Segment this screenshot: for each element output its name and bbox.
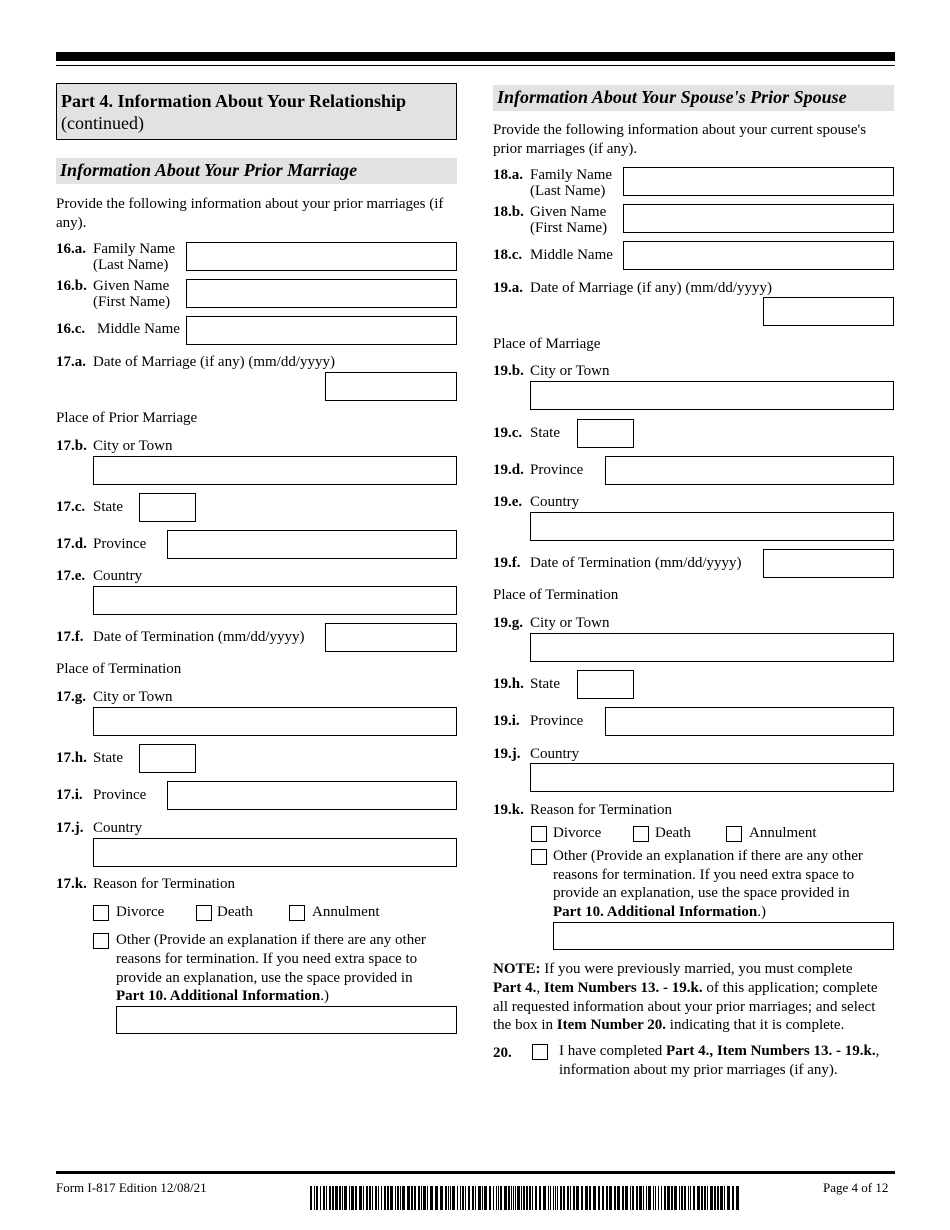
spouse-divorce-checkbox[interactable] (531, 826, 547, 842)
barcode-bar (573, 1186, 575, 1210)
barcode-bar (555, 1186, 556, 1210)
note-line-3: all requested information about your prior marriages; and select (493, 999, 876, 1015)
barcode-bar (609, 1186, 612, 1210)
barcode (310, 1186, 742, 1210)
barcode-bar (316, 1186, 318, 1210)
barcode-bar (366, 1186, 368, 1210)
barcode-bar (372, 1186, 373, 1210)
barcode-bar (720, 1186, 723, 1210)
barcode-bar (704, 1186, 706, 1210)
barcode-bar (478, 1186, 481, 1210)
spouse-other-line-4 (553, 903, 766, 921)
item-19i-number: 19.i. (493, 713, 520, 729)
barcode-bar (411, 1186, 413, 1210)
barcode-bar (543, 1186, 546, 1210)
barcode-bar (475, 1186, 476, 1210)
barcode-bar (375, 1186, 377, 1210)
spouse-death-checkbox[interactable] (633, 826, 649, 842)
part-title: Part 4. Information About Your Relationship (61, 91, 407, 111)
barcode-bar (418, 1186, 420, 1210)
spouse-other-line-4-end: .) (757, 904, 766, 920)
note-line-1-text: If you were previously married, you must complete (540, 961, 853, 977)
barcode-bar (349, 1186, 350, 1210)
note-item-20-ref: Item Number 20. (556, 1017, 667, 1033)
barcode-bar (326, 1186, 327, 1210)
barcode-bar (430, 1186, 433, 1210)
barcode-bar (639, 1186, 642, 1210)
barcode-bar (351, 1186, 354, 1210)
spouse-termination-province-field[interactable] (605, 707, 894, 736)
prior-country-field[interactable] (93, 586, 457, 615)
barcode-bar (736, 1186, 739, 1210)
item-18a-sublabel: (Last Name) (530, 183, 606, 199)
barcode-bar (323, 1186, 325, 1210)
barcode-bar (585, 1186, 588, 1210)
item-17f-number: 17.f. (56, 629, 84, 645)
spouse-other-line-2: reasons for termination. If you need extra space to (553, 867, 855, 883)
spouse-annulment-checkbox[interactable] (726, 826, 742, 842)
item-19b-label: City or Town (530, 363, 610, 379)
barcode-bar (576, 1186, 579, 1210)
note-item-ref: Item Numbers 13. - 19.k. (543, 980, 703, 996)
barcode-bar (484, 1186, 487, 1210)
note-line-4-start: the box in (493, 1017, 557, 1033)
barcode-bar (598, 1186, 600, 1210)
item-19e-number: 19.e. (493, 494, 523, 510)
spouse-termination-country-field[interactable] (530, 763, 894, 792)
item-19f-number: 19.f. (493, 555, 521, 571)
spouse-termination-date-field[interactable] (763, 549, 894, 578)
barcode-bar (314, 1186, 315, 1210)
spouse-marriage-province-field[interactable] (605, 456, 894, 485)
spouse-termination-city-field[interactable] (530, 633, 894, 662)
other-reference: Part 10. Additional Information (116, 988, 321, 1004)
barcode-bar (539, 1186, 541, 1210)
barcode-bar (363, 1186, 364, 1210)
barcode-bar (529, 1186, 531, 1210)
barcode-bar (400, 1186, 401, 1210)
spouse-date-of-marriage-field[interactable] (763, 297, 894, 326)
spouse-place-of-termination-label: Place of Termination (493, 587, 619, 603)
item-18c-number: 18.c. (493, 247, 523, 263)
item-18b-number: 18.b. (493, 204, 524, 220)
barcode-bar (462, 1186, 464, 1210)
note-label: NOTE: (493, 961, 541, 977)
termination-country-field[interactable] (93, 838, 457, 867)
barcode-bar (630, 1186, 631, 1210)
divorce-checkbox[interactable] (93, 905, 109, 921)
barcode-bar (653, 1186, 654, 1210)
prior-given-name-field[interactable] (186, 279, 457, 308)
note-line-2-end: of this application; complete (702, 980, 878, 996)
barcode-bar (548, 1186, 549, 1210)
spouse-annulment-label: Annulment (749, 825, 817, 841)
barcode-bar (332, 1186, 334, 1210)
spouse-marriage-country-field[interactable] (530, 512, 894, 541)
death-checkbox[interactable] (196, 905, 212, 921)
termination-city-field[interactable] (93, 707, 457, 736)
barcode-bar (697, 1186, 700, 1210)
item-17d-number: 17.d. (56, 536, 87, 552)
spouse-prior-spouse-header: Information About Your Spouse's Prior Spouse (493, 85, 894, 111)
barcode-bar (500, 1186, 502, 1210)
barcode-bar (632, 1186, 634, 1210)
top-thin-rule (56, 65, 895, 66)
item-17h-label: State (93, 750, 123, 766)
barcode-bar (378, 1186, 379, 1210)
barcode-bar (402, 1186, 405, 1210)
note-line-4-end: indicating that it is complete. (666, 1017, 845, 1033)
page-number: Page 4 of 12 (823, 1180, 889, 1195)
place-of-marriage-label: Place of Marriage (493, 336, 601, 352)
part-subtitle: (continued) (61, 113, 144, 133)
barcode-bar (489, 1186, 491, 1210)
item-17k-number: 17.k. (56, 876, 87, 892)
item-19b-number: 19.b. (493, 363, 524, 379)
spouse-marriage-state-field[interactable] (577, 419, 634, 448)
prior-marriage-header: Information About Your Prior Marriage (56, 158, 457, 184)
item-16a-sublabel: (Last Name) (93, 257, 169, 273)
spouse-death-label: Death (655, 825, 691, 841)
barcode-bar (395, 1186, 396, 1210)
barcode-bar (407, 1186, 410, 1210)
barcode-bar (310, 1186, 312, 1210)
item-18b-label: Given Name (530, 204, 607, 220)
item-17g-number: 17.g. (56, 689, 86, 705)
item-19c-number: 19.c. (493, 425, 523, 441)
barcode-bar (724, 1186, 725, 1210)
barcode-bar (448, 1186, 449, 1210)
note-line-2 (493, 979, 878, 997)
item-16b-sublabel: (First Name) (93, 294, 171, 310)
item-20-line-1 (559, 1042, 879, 1060)
barcode-bar (384, 1186, 386, 1210)
item-19d-number: 19.d. (493, 462, 524, 478)
item-17b-label: City or Town (93, 438, 173, 454)
item-19a-number: 19.a. (493, 280, 523, 296)
divorce-label: Divorce (116, 904, 165, 920)
barcode-bar (387, 1186, 389, 1210)
item-17i-number: 17.i. (56, 787, 83, 803)
footer-rule (56, 1171, 895, 1174)
barcode-bar (339, 1186, 341, 1210)
spouse-other-reference: Part 10. Additional Information (553, 904, 758, 920)
barcode-bar (320, 1186, 321, 1210)
barcode-bar (445, 1186, 447, 1210)
spouse-termination-state-field[interactable] (577, 670, 634, 699)
barcode-bar (515, 1186, 516, 1210)
other-line-2: reasons for termination. If you need extra space to (116, 951, 418, 967)
barcode-bar (589, 1186, 591, 1210)
item-16c-label: Middle Name (97, 321, 180, 337)
item-17j-number: 17.j. (56, 820, 84, 836)
barcode-bar (457, 1186, 458, 1210)
item-20-text-end: , (875, 1043, 880, 1059)
barcode-bar (468, 1186, 470, 1210)
barcode-bar (557, 1186, 558, 1210)
item-16a-label: Family Name (93, 241, 176, 257)
spouse-divorce-label: Divorce (553, 825, 602, 841)
barcode-bar (381, 1186, 382, 1210)
barcode-bar (498, 1186, 499, 1210)
barcode-bar (472, 1186, 474, 1210)
item-19d-label: Province (530, 462, 584, 478)
barcode-bar (732, 1186, 734, 1210)
barcode-bar (460, 1186, 461, 1210)
barcode-bar (674, 1186, 677, 1210)
barcode-bar (701, 1186, 703, 1210)
barcode-bar (690, 1186, 691, 1210)
barcode-bar (661, 1186, 662, 1210)
barcode-bar (727, 1186, 730, 1210)
barcode-bar (390, 1186, 393, 1210)
note-part-ref: Part 4. (493, 980, 537, 996)
barcode-bar (452, 1186, 455, 1210)
barcode-bar (344, 1186, 347, 1210)
note-line-4 (493, 1016, 844, 1034)
spouse-prior-family-name-field[interactable] (623, 167, 894, 196)
barcode-bar (397, 1186, 399, 1210)
prior-marriage-intro: Provide the following information about your prior marriages (if any). (56, 196, 444, 231)
barcode-bar (622, 1186, 624, 1210)
item-20-number: 20. (493, 1045, 512, 1061)
barcode-bar (655, 1186, 656, 1210)
barcode-bar (684, 1186, 686, 1210)
item-19h-label: State (530, 676, 560, 692)
barcode-bar (581, 1186, 583, 1210)
item-17a-number: 17.a. (56, 354, 86, 370)
item-19j-number: 19.j. (493, 746, 521, 762)
barcode-bar (614, 1186, 616, 1210)
spouse-prior-given-name-field[interactable] (623, 204, 894, 233)
barcode-bar (710, 1186, 713, 1210)
barcode-bar (693, 1186, 695, 1210)
barcode-bar (535, 1186, 537, 1210)
prior-family-name-field[interactable] (186, 242, 457, 271)
barcode-bar (688, 1186, 689, 1210)
item-16b-number: 16.b. (56, 278, 87, 294)
other-checkbox[interactable] (93, 933, 109, 949)
item-20-line-2: information about my prior marriages (if any). (559, 1062, 838, 1078)
item-17h-number: 17.h. (56, 750, 87, 766)
item-18b-sublabel: (First Name) (530, 220, 608, 236)
barcode-bar (563, 1186, 565, 1210)
barcode-bar (606, 1186, 608, 1210)
barcode-bar (450, 1186, 451, 1210)
barcode-bar (513, 1186, 514, 1210)
spouse-other-explanation-field[interactable] (553, 922, 894, 950)
item-17a-label: Date of Marriage (if any) (mm/dd/yyyy) (93, 354, 335, 370)
barcode-bar (658, 1186, 659, 1210)
item-16a-number: 16.a. (56, 241, 86, 257)
other-line-4 (116, 987, 329, 1005)
item-17c-label: State (93, 499, 123, 515)
prior-province-field[interactable] (167, 530, 457, 559)
barcode-bar (648, 1186, 651, 1210)
prior-state-field[interactable] (139, 493, 196, 522)
spouse-prior-middle-name-field[interactable] (623, 241, 894, 270)
item-19j-label: Country (530, 746, 580, 762)
item-20-ref: Part 4., Item Numbers 13. - 19.k. (666, 1043, 876, 1059)
barcode-bar (342, 1186, 343, 1210)
barcode-bar (550, 1186, 551, 1210)
item-17g-label: City or Town (93, 689, 173, 705)
barcode-bar (667, 1186, 670, 1210)
item-19g-number: 19.g. (493, 615, 523, 631)
barcode-bar (625, 1186, 628, 1210)
item-19f-label: Date of Termination (mm/dd/yyyy) (530, 555, 742, 571)
spouse-marriage-city-field[interactable] (530, 381, 894, 410)
death-label: Death (217, 904, 253, 920)
spouse-other-line-3: provide an explanation, use the space provided in (553, 885, 850, 901)
barcode-bar (593, 1186, 596, 1210)
item-17j-label: Country (93, 820, 143, 836)
spouse-other-line-1: Other (Provide an explanation if there are any other (553, 848, 863, 864)
barcode-bar (421, 1186, 422, 1210)
item-19a-label: Date of Marriage (if any) (mm/dd/yyyy) (530, 280, 772, 296)
termination-state-field[interactable] (139, 744, 196, 773)
barcode-bar (517, 1186, 520, 1210)
prior-date-of-marriage-field[interactable] (325, 372, 457, 401)
barcode-bar (435, 1186, 438, 1210)
item-19e-label: Country (530, 494, 580, 510)
barcode-bar (567, 1186, 569, 1210)
item-19c-label: State (530, 425, 560, 441)
barcode-bar (570, 1186, 571, 1210)
place-of-prior-marriage-label: Place of Prior Marriage (56, 410, 198, 426)
barcode-bar (664, 1186, 666, 1210)
prior-city-field[interactable] (93, 456, 457, 485)
annulment-label: Annulment (312, 904, 380, 920)
barcode-bar (602, 1186, 604, 1210)
item-18c-label: Middle Name (530, 247, 613, 263)
barcode-bar (414, 1186, 416, 1210)
barcode-bar (440, 1186, 443, 1210)
item-17i-label: Province (93, 787, 147, 803)
barcode-bar (511, 1186, 512, 1210)
place-of-termination-label: Place of Termination (56, 661, 182, 677)
item-19k-label: Reason for Termination (530, 802, 672, 818)
annulment-checkbox[interactable] (289, 905, 305, 921)
barcode-bar (359, 1186, 362, 1210)
item-19k-number: 19.k. (493, 802, 524, 818)
note-line-1 (493, 960, 853, 978)
item-17c-number: 17.c. (56, 499, 86, 515)
other-line-1: Other (Provide an explanation if there are any other (116, 932, 426, 948)
spouse-other-checkbox[interactable] (531, 849, 547, 865)
top-thick-rule (56, 52, 895, 61)
other-line-4-end: .) (320, 988, 329, 1004)
barcode-bar (560, 1186, 562, 1210)
barcode-bar (526, 1186, 528, 1210)
item-19h-number: 19.h. (493, 676, 524, 692)
termination-province-field[interactable] (167, 781, 457, 810)
barcode-bar (335, 1186, 338, 1210)
completed-checkbox[interactable] (532, 1044, 548, 1060)
part-4-header (56, 83, 457, 140)
barcode-bar (423, 1186, 426, 1210)
barcode-bar (508, 1186, 510, 1210)
other-line-3: provide an explanation, use the space provided in (116, 970, 413, 986)
barcode-bar (643, 1186, 644, 1210)
barcode-bar (636, 1186, 638, 1210)
item-19g-label: City or Town (530, 615, 610, 631)
item-18a-number: 18.a. (493, 167, 523, 183)
barcode-bar (681, 1186, 683, 1210)
note-sep: , (536, 980, 544, 996)
item-17e-number: 17.e. (56, 568, 86, 584)
barcode-bar (646, 1186, 647, 1210)
barcode-bar (369, 1186, 371, 1210)
barcode-bar (679, 1186, 680, 1210)
barcode-bar (717, 1186, 719, 1210)
barcode-bar (493, 1186, 494, 1210)
item-19i-label: Province (530, 713, 584, 729)
barcode-bar (427, 1186, 428, 1210)
barcode-bar (553, 1186, 554, 1210)
item-16b-label: Given Name (93, 278, 170, 294)
form-edition: Form I-817 Edition 12/08/21 (56, 1180, 207, 1195)
barcode-bar (617, 1186, 620, 1210)
barcode-bar (465, 1186, 466, 1210)
barcode-bar (504, 1186, 507, 1210)
other-explanation-field[interactable] (116, 1006, 457, 1034)
item-17e-label: Country (93, 568, 143, 584)
item-17k-label: Reason for Termination (93, 876, 235, 892)
barcode-bar (523, 1186, 525, 1210)
item-20-text-start: I have completed (559, 1043, 667, 1059)
barcode-bar (482, 1186, 483, 1210)
barcode-bar (329, 1186, 331, 1210)
barcode-bar (496, 1186, 497, 1210)
prior-termination-date-field[interactable] (325, 623, 457, 652)
barcode-bar (707, 1186, 708, 1210)
barcode-bar (671, 1186, 673, 1210)
item-17f-label: Date of Termination (mm/dd/yyyy) (93, 629, 305, 645)
prior-middle-name-field[interactable] (186, 316, 457, 345)
spouse-prior-spouse-intro: Provide the following information about your current spouse's prior marriages (if any). (493, 122, 867, 157)
barcode-bar (521, 1186, 522, 1210)
barcode-bar (355, 1186, 357, 1210)
item-16c-number: 16.c. (56, 321, 86, 337)
item-17b-number: 17.b. (56, 438, 87, 454)
item-17d-label: Province (93, 536, 147, 552)
barcode-bar (714, 1186, 716, 1210)
item-18a-label: Family Name (530, 167, 613, 183)
barcode-bar (532, 1186, 533, 1210)
